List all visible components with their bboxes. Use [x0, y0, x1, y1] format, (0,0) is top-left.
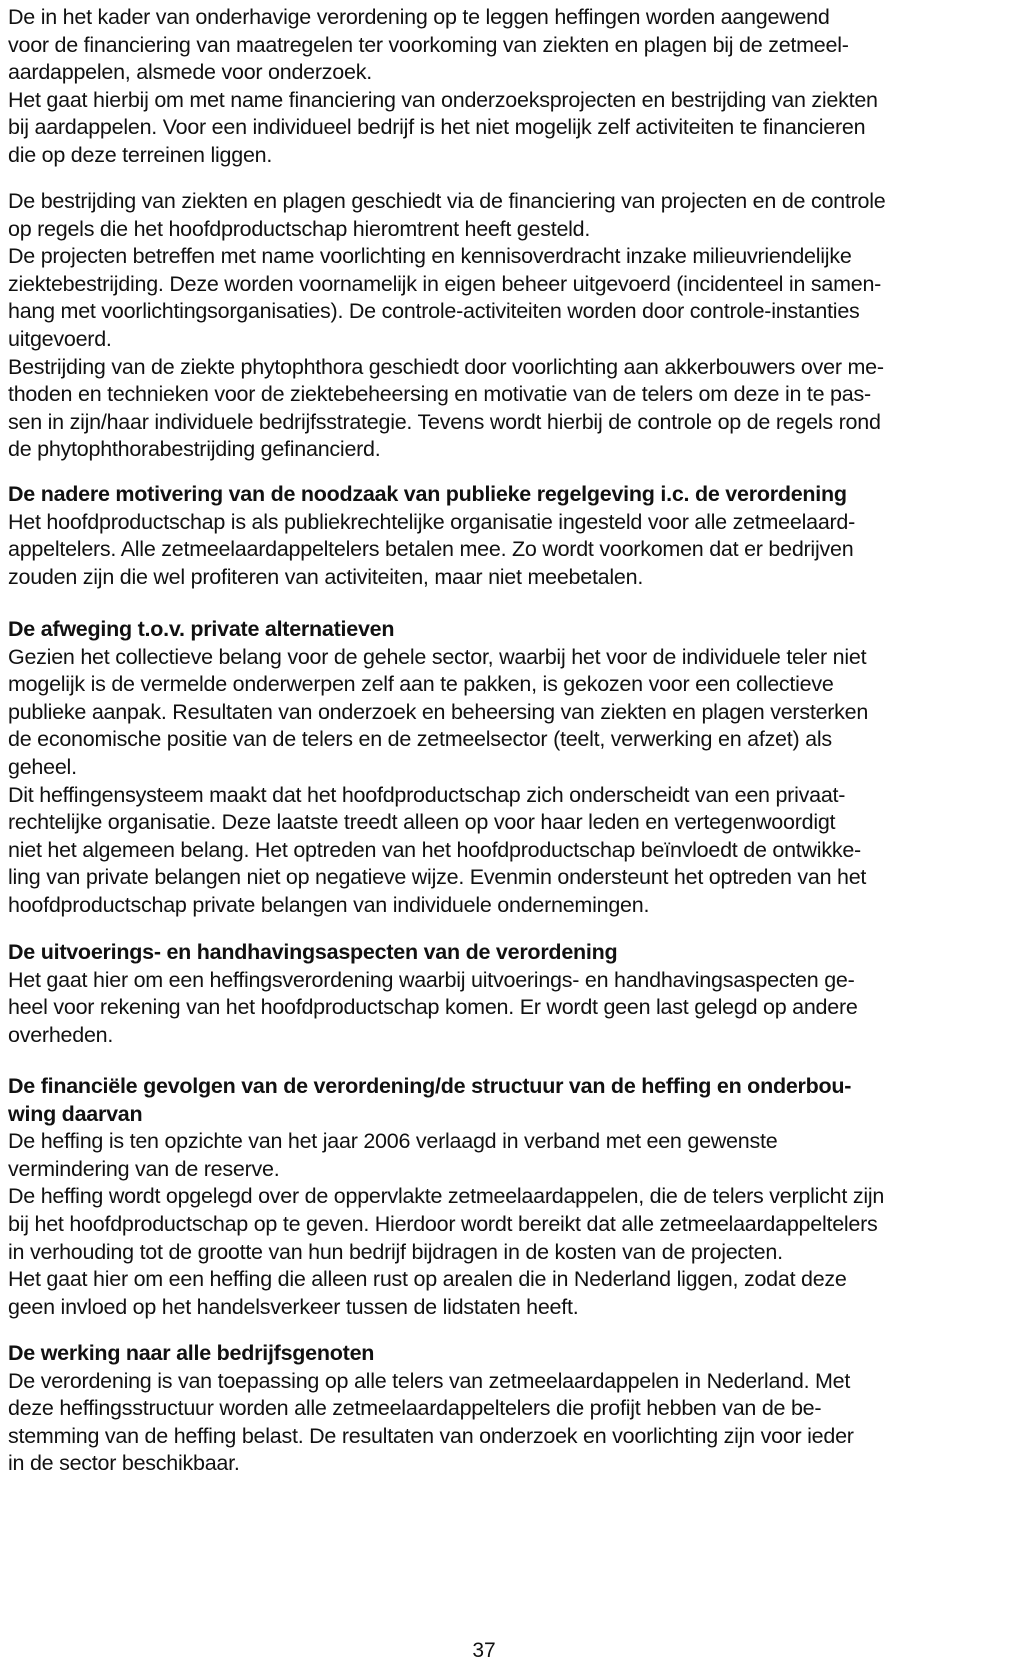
- section-afweging: [8, 616, 1018, 920]
- text-line: appeltelers. Alle zetmeelaardappeltelers betalen mee. Zo wordt voorkomen dat er bedrijven: [8, 537, 854, 562]
- text-line: De projecten betreffen met name voorlichting en kennisoverdracht inzake milieuvriendelijke: [8, 244, 852, 269]
- section-financiele-gevolgen: [8, 1073, 1018, 1321]
- text-line: niet het algemeen belang. Het optreden van het hoofdproductschap beïnvloedt de ontwikke-: [8, 837, 861, 862]
- text-line: ling van private belangen niet op negatieve wijze. Evenmin ondersteunt het optreden van het: [8, 865, 867, 890]
- text-line: stemming van de heffing belast. De resultaten van onderzoek en voorlichting zijn voor ieder: [8, 1423, 854, 1448]
- text-line: De verordening is van toepassing op alle telers van zetmeelaardappelen in Nederland. Met: [8, 1368, 851, 1393]
- paragraph-bestrijding: [8, 188, 1018, 464]
- text-line: De bestrijding van ziekten en plagen geschiedt via de financiering van projecten en de controle: [8, 189, 886, 213]
- text-line: bij aardappelen. Voor een individueel bedrijf is het niet mogelijk zelf activiteiten te financieren: [8, 115, 866, 140]
- text-line: overheden.: [8, 1022, 114, 1047]
- text-line: geheel.: [8, 754, 77, 779]
- text-line: rechtelijke organisatie. Deze laatste treedt alleen op voor haar leden en vertegenwoordigt: [8, 810, 836, 835]
- text-line: De heffing is ten opzichte van het jaar 2006 verlaagd in verband met een gewenste: [8, 1129, 778, 1154]
- text-line: Het hoofdproductschap is als publiekrechtelijke organisatie ingesteld voor alle zetmeelaard-: [8, 509, 856, 534]
- paragraph-intro: [8, 4, 1018, 170]
- text-line: Het gaat hierbij om met name financiering van onderzoeksprojecten en bestrijding van ziekten: [8, 87, 878, 112]
- text-line: heel voor rekening van het hoofdproductschap komen. Er wordt geen last gelegd op andere: [8, 995, 858, 1020]
- page-number: 37: [472, 1639, 496, 1662]
- section-uitvoering: [8, 939, 1018, 1049]
- text-line: geen invloed op het handelsverkeer tussen de lidstaten heeft.: [8, 1294, 579, 1319]
- text-line: de phytophthorabestrijding gefinancierd.: [8, 437, 381, 462]
- text-line: in de sector beschikbaar.: [8, 1451, 240, 1476]
- text-line: deze heffingsstructuur worden alle zetmeelaardappeltelers die profijt hebben van de be-: [8, 1396, 822, 1421]
- section-heading: wing daarvan: [8, 1101, 143, 1126]
- text-line: aardappelen, alsmede voor onderzoek.: [8, 60, 372, 85]
- text-line: publieke aanpak. Resultaten van onderzoek en beheersing van ziekten en plagen versterken: [8, 699, 869, 724]
- section-werking: [8, 1340, 1018, 1478]
- section-heading: De werking naar alle bedrijfsgenoten: [8, 1341, 375, 1365]
- section-heading: De afweging t.o.v. private alternatieven: [8, 617, 395, 641]
- text-line: bij het hoofdproductschap op te geven. Hierdoor wordt bereikt dat alle zetmeelaardappeltelers: [8, 1211, 878, 1236]
- text-line: ziektebestrijding. Deze worden voornamelijk in eigen beheer uitgevoerd (incidenteel in samen-: [8, 271, 882, 296]
- text-line: op regels die het hoofdproductschap hieromtrent heeft gesteld.: [8, 216, 591, 241]
- text-line: zouden zijn die wel profiteren van activiteiten, maar niet meebetalen.: [8, 564, 644, 589]
- text-line: Gezien het collectieve belang voor de gehele sector, waarbij het voor de individuele teler niet: [8, 644, 867, 669]
- text-line: De heffing wordt opgelegd over de oppervlakte zetmeelaardappelen, die de telers verplicht zijn: [8, 1184, 885, 1209]
- section-heading: De uitvoerings- en handhavingsaspecten van de verordening: [8, 940, 618, 964]
- text-line: Het gaat hier om een heffing die alleen rust op arealen die in Nederland liggen, zodat deze: [8, 1267, 847, 1292]
- text-line: Bestrijding van de ziekte phytophthora geschiedt door voorlichting aan akkerbouwers over me-: [8, 354, 884, 379]
- text-line: vermindering van de reserve.: [8, 1156, 280, 1181]
- text-line: de economische positie van de telers en de zetmeelsector (teelt, verwerking en afzet) als: [8, 727, 832, 752]
- text-line: hoofdproductschap private belangen van individuele ondernemingen.: [8, 892, 650, 917]
- text-line: uitgevoerd.: [8, 326, 112, 351]
- text-line: thoden en technieken voor de ziektebeheersing en motivatie van de telers om deze in te pas-: [8, 382, 871, 407]
- section-heading: De nadere motivering van de noodzaak van publieke regelgeving i.c. de verordening: [8, 482, 847, 506]
- text-line: mogelijk is de vermelde onderwerpen zelf aan te pakken, is gekozen voor een collectieve: [8, 672, 834, 697]
- text-line: De in het kader van onderhavige verordening op te leggen heffingen worden aangewend: [8, 5, 830, 29]
- text-line: Het gaat hier om een heffingsverordening waarbij uitvoerings- en handhavingsaspecten ge-: [8, 967, 855, 992]
- section-motivering: [8, 481, 1018, 591]
- text-line: in verhouding tot de grootte van hun bedrijf bijdragen in de kosten van de projecten.: [8, 1239, 783, 1264]
- text-line: sen in zijn/haar individuele bedrijfsstrategie. Tevens wordt hierbij de controle op de regels rond: [8, 409, 881, 434]
- text-line: hang met voorlichtingsorganisaties). De controle-activiteiten worden door controle-instanties: [8, 299, 860, 324]
- section-heading: De financiële gevolgen van de verordening/de structuur van de heffing en onderbou-: [8, 1074, 852, 1098]
- text-line: voor de financiering van maatregelen ter voorkoming van ziekten en plagen bij de zetmeel-: [8, 32, 849, 57]
- text-line: Dit heffingensysteem maakt dat het hoofdproductschap zich onderscheidt van een privaat-: [8, 782, 846, 807]
- text-line: die op deze terreinen liggen.: [8, 142, 273, 167]
